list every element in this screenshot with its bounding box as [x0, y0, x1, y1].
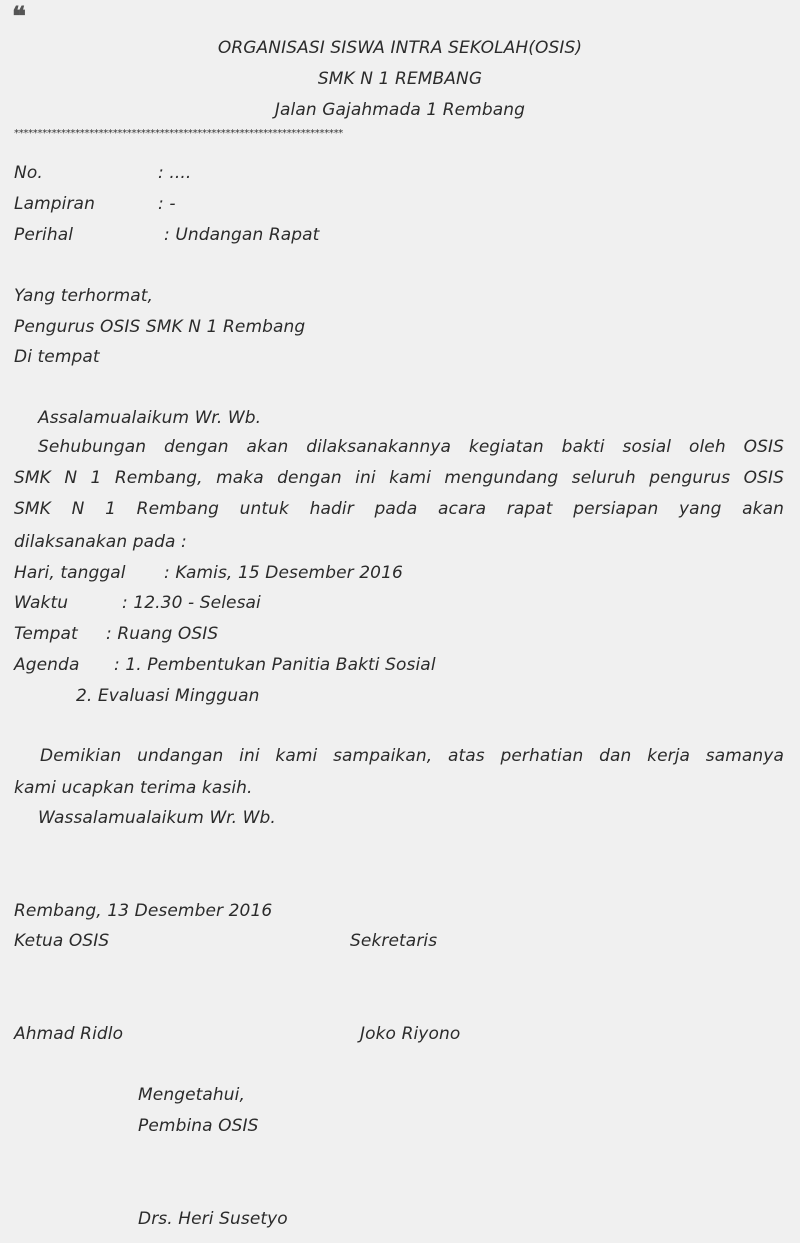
body-paragraph-line2: SMK N 1 Rembang, maka dengan ini kami mengundang seluruh pengurus OSIS	[14, 468, 784, 488]
closing-salam: Wassalamualaikum Wr. Wb.	[38, 808, 276, 828]
perihal-value: : Undangan Rapat	[164, 225, 320, 245]
opening-salam: Assalamualaikum Wr. Wb.	[38, 408, 262, 428]
lampiran-value: : -	[158, 194, 176, 214]
waktu-label: Waktu	[14, 593, 69, 613]
perihal-label: Perihal	[14, 225, 74, 245]
school-address: Jalan Gajahmada 1 Rembang	[274, 100, 526, 120]
mengetahui-label: Mengetahui,	[138, 1085, 246, 1105]
place-date: Rembang, 13 Desember 2016	[14, 901, 273, 921]
no-label: No.	[14, 163, 43, 183]
organization-name: ORGANISASI SISWA INTRA SEKOLAH(OSIS)	[217, 38, 583, 58]
tempat-label: Tempat	[14, 624, 78, 644]
waktu-value: : 12.30 - Selesai	[122, 593, 261, 613]
ketua-title: Ketua OSIS	[14, 931, 110, 951]
body-paragraph-line3: SMK N 1 Rembang untuk hadir pada acara rapat persiapan yang akan	[14, 499, 784, 519]
body-paragraph-line1: Sehubungan dengan akan dilaksanakannya kegiatan bakti sosial oleh OSIS	[38, 437, 784, 457]
sekretaris-title: Sekretaris	[350, 931, 438, 951]
lampiran-label: Lampiran	[14, 194, 95, 214]
tempat-value: : Ruang OSIS	[106, 624, 219, 644]
agenda-label: Agenda	[14, 655, 80, 675]
body-paragraph-line4: dilaksanakan pada :	[14, 532, 187, 552]
recipient-greeting: Yang terhormat,	[14, 286, 154, 306]
pembina-name: Drs. Heri Susetyo	[138, 1209, 288, 1229]
closing-paragraph-line2: kami ucapkan terima kasih.	[14, 778, 253, 798]
quote-icon: ❝	[12, 2, 27, 32]
no-value: : ....	[158, 163, 192, 183]
recipient-place: Di tempat	[14, 347, 100, 367]
ketua-name: Ahmad Ridlo	[14, 1024, 124, 1044]
agenda-item-2: 2. Evaluasi Mingguan	[76, 686, 260, 706]
hari-value: : Kamis, 15 Desember 2016	[164, 563, 403, 583]
hari-label: Hari, tanggal	[14, 563, 126, 583]
agenda-item-1: : 1. Pembentukan Panitia Bakti Sosial	[114, 655, 436, 675]
header-separator: **********************************************************************	[14, 128, 344, 139]
school-name: SMK N 1 REMBANG	[317, 69, 483, 89]
pembina-title: Pembina OSIS	[138, 1116, 259, 1136]
sekretaris-name: Joko Riyono	[360, 1024, 461, 1044]
recipient-name: Pengurus OSIS SMK N 1 Rembang	[14, 317, 306, 337]
closing-paragraph-line1: Demikian undangan ini kami sampaikan, atas perhatian dan kerja samanya	[40, 746, 784, 766]
